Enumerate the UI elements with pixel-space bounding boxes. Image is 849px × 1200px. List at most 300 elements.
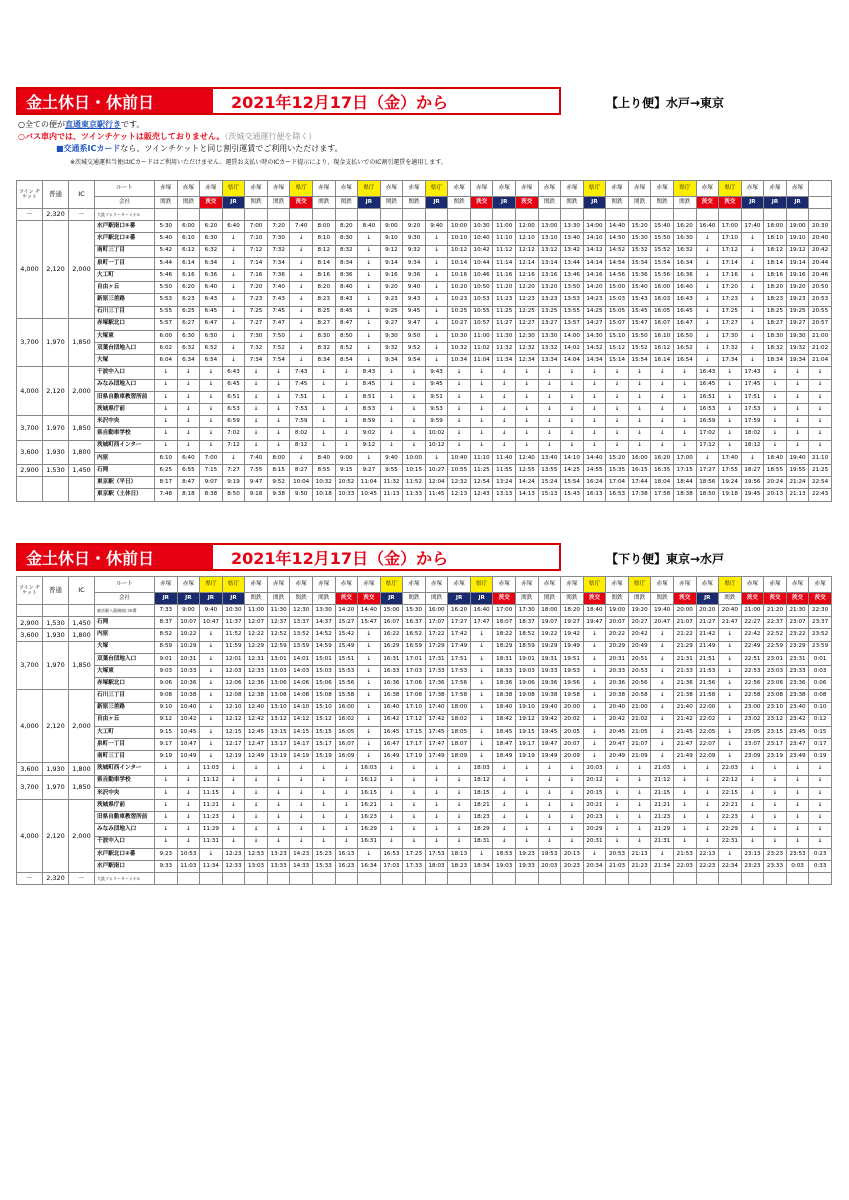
down-time-cell: 13:30: [312, 605, 335, 617]
up-stop-name: 東京駅（平日）: [95, 477, 155, 489]
down-time-cell: ↓: [696, 763, 719, 775]
down-time-cell: 16:29: [380, 641, 403, 653]
down-time-cell: ↓: [493, 800, 516, 812]
up-direction-label: 【上り便】水戸→東京: [606, 96, 725, 110]
up-time-cell: ↓: [628, 404, 651, 416]
down-time-cell: 20:42: [606, 714, 629, 726]
up-time-cell: 9:19: [222, 477, 245, 489]
up-time-cell: 7:32: [245, 343, 268, 355]
up-time-cell: ↓: [651, 367, 674, 379]
down-time-cell: [809, 873, 832, 885]
up-time-cell: 13:50: [561, 282, 584, 294]
down-time-cell: 21:31: [673, 653, 696, 665]
down-time-cell: 17:49: [425, 751, 448, 763]
down-operator: JR: [380, 593, 403, 605]
up-time-cell: 13:12: [538, 245, 561, 257]
up-time-cell: 17:16: [719, 269, 742, 281]
up-time-cell: 17:59: [741, 416, 764, 428]
up-time-cell: 9:59: [425, 416, 448, 428]
up-operator: 茨交: [200, 197, 223, 209]
up-time-cell: 6:34: [177, 355, 200, 367]
down-time-cell: ↓: [628, 800, 651, 812]
up-time-cell: ↓: [245, 391, 268, 403]
up-stop-row: [17, 330, 832, 342]
down-time-cell: [358, 873, 381, 885]
up-time-cell: ↓: [290, 257, 313, 269]
up-time-cell: 8:53: [358, 404, 381, 416]
up-time-cell: 7:15: [200, 464, 223, 476]
up-time-cell: 6:20: [177, 282, 200, 294]
down-stop-name: 旧県自動車教習所前: [95, 812, 155, 824]
down-time-cell: 16:20: [448, 605, 471, 617]
up-time-cell: 21:00: [809, 330, 832, 342]
up-time-cell: 6:51: [222, 391, 245, 403]
down-time-cell: 21:05: [628, 726, 651, 738]
up-time-cell: 7:54: [267, 355, 290, 367]
down-time-cell: 23:40: [786, 702, 809, 714]
down-time-cell: 21:58: [696, 690, 719, 702]
down-operator: 関鉄: [516, 593, 539, 605]
up-time-cell: 8:10: [312, 233, 335, 245]
up-time-cell: 9:07: [200, 477, 223, 489]
down-twin-fare: 3,700: [17, 775, 43, 799]
down-time-cell: 18:00: [448, 702, 471, 714]
up-time-cell: 17:00: [673, 452, 696, 464]
up-note-2: [18, 131, 316, 142]
up-time-cell: ↓: [358, 452, 381, 464]
up-time-cell: ↓: [155, 416, 178, 428]
up-time-cell: 7:23: [245, 294, 268, 306]
up-time-cell: ↓: [696, 269, 719, 281]
down-time-cell: 19:12: [516, 714, 539, 726]
down-time-cell: ↓: [380, 775, 403, 787]
up-time-cell: 15:45: [628, 306, 651, 318]
up-stop-name: みなみ団地入口: [95, 379, 155, 391]
up-time-cell: 14:50: [606, 233, 629, 245]
up-time-cell: ↓: [358, 294, 381, 306]
up-note-3-rest: なら、ツインチケットと同じ割引運賃でご利用いただけます。: [120, 144, 343, 153]
down-time-cell: ↓: [290, 812, 313, 824]
up-time-cell: 11:00: [470, 330, 493, 342]
down-time-cell: ↓: [561, 800, 584, 812]
up-time-cell: 17:27: [696, 464, 719, 476]
up-time-cell: 13:55: [538, 464, 561, 476]
down-time-cell: 9:33: [155, 860, 178, 872]
down-time-cell: 8:59: [155, 641, 178, 653]
up-time-cell: ↓: [222, 257, 245, 269]
down-time-cell: 12:42: [245, 714, 268, 726]
up-col-ic: IC: [69, 181, 95, 209]
down-time-cell: 21:12: [651, 775, 674, 787]
up-time-cell: 12:14: [516, 257, 539, 269]
down-time-cell: ↓: [200, 665, 223, 677]
up-time-cell: 10:32: [448, 343, 471, 355]
down-time-cell: ↓: [673, 812, 696, 824]
down-time-cell: ↓: [358, 641, 381, 653]
down-time-cell: ↓: [448, 812, 471, 824]
up-time-cell: 14:13: [516, 489, 539, 501]
up-time-cell: 13:44: [561, 257, 584, 269]
up-time-cell: 19:32: [786, 343, 809, 355]
up-time-cell: 10:16: [448, 269, 471, 281]
up-time-cell: 19:18: [719, 489, 742, 501]
up-time-cell: 20:46: [809, 269, 832, 281]
down-time-cell: ↓: [267, 836, 290, 848]
up-stop-name: 自由ヶ丘: [95, 282, 155, 294]
up-time-cell: ↓: [267, 440, 290, 452]
down-time-cell: 10:29: [177, 641, 200, 653]
up-time-cell: 12:00: [516, 221, 539, 233]
up-time-cell: 11:30: [493, 330, 516, 342]
down-time-cell: 21:36: [673, 678, 696, 690]
down-time-cell: ↓: [155, 775, 178, 787]
up-normal-fare: 1,530: [43, 464, 69, 476]
down-time-cell: ↓: [628, 787, 651, 799]
up-operator: 関鉄: [177, 197, 200, 209]
up-time-cell: ↓: [403, 391, 426, 403]
down-time-cell: 9:12: [155, 714, 178, 726]
down-time-cell: 9:00: [177, 605, 200, 617]
up-time-cell: 14:27: [583, 318, 606, 330]
down-stop-name: 米沢中央: [95, 787, 155, 799]
down-time-cell: 23:23: [741, 860, 764, 872]
up-twin-fare: 4,000: [17, 367, 43, 416]
down-time-cell: 21:09: [628, 751, 651, 763]
down-time-cell: 17:53: [448, 665, 471, 677]
up-time-cell: ↓: [628, 416, 651, 428]
up-time-cell: ↓: [335, 379, 358, 391]
up-note-1-highlight: 直通東京駅行き: [64, 120, 121, 129]
down-time-cell: 21:15: [651, 787, 674, 799]
up-time-cell: 16:00: [628, 452, 651, 464]
down-time-cell: 15:58: [335, 690, 358, 702]
down-time-cell: 23:45: [786, 726, 809, 738]
up-time-cell: ↓: [335, 391, 358, 403]
up-stop-row: [17, 489, 832, 501]
down-time-cell: ↓: [403, 824, 426, 836]
down-time-cell: 22:02: [696, 714, 719, 726]
down-time-cell: 20:49: [606, 751, 629, 763]
up-time-cell: 20:57: [809, 318, 832, 330]
up-time-cell: ↓: [538, 428, 561, 440]
down-time-cell: 11:00: [245, 605, 268, 617]
down-time-cell: 21:20: [764, 605, 787, 617]
down-time-cell: [267, 873, 290, 885]
up-time-cell: ↓: [516, 440, 539, 452]
up-time-cell: 10:33: [335, 489, 358, 501]
down-time-cell: ↓: [786, 824, 809, 836]
up-time-cell: ↓: [380, 379, 403, 391]
up-time-cell: ↓: [177, 379, 200, 391]
down-time-cell: ↓: [583, 665, 606, 677]
down-time-cell: ↓: [809, 775, 832, 787]
up-ic-fare: 1,450: [69, 464, 95, 476]
down-time-cell: 23:59: [809, 641, 832, 653]
down-stop-row: [17, 605, 832, 617]
up-time-cell: ↓: [606, 440, 629, 452]
down-time-cell: 16:23: [335, 860, 358, 872]
down-stop-row: [17, 860, 832, 872]
down-time-cell: ↓: [538, 812, 561, 824]
up-time-cell: 16:05: [651, 306, 674, 318]
up-time-cell: ↓: [425, 245, 448, 257]
up-time-cell: 15:13: [538, 489, 561, 501]
up-twin-fare: 3,700: [17, 416, 43, 440]
down-time-cell: 20:40: [719, 605, 742, 617]
up-time-cell: ↓: [470, 416, 493, 428]
up-time-cell: 8:50: [335, 330, 358, 342]
up-time-cell: 12:04: [425, 477, 448, 489]
up-time-cell: ↓: [741, 245, 764, 257]
down-time-cell: ↓: [583, 848, 606, 860]
up-time-cell: 5:46: [155, 269, 178, 281]
up-time-cell: 16:45: [673, 306, 696, 318]
down-time-cell: ↓: [719, 653, 742, 665]
up-time-cell: 13:55: [561, 306, 584, 318]
down-time-cell: ↓: [425, 812, 448, 824]
down-time-cell: ↓: [538, 836, 561, 848]
down-time-cell: ↓: [245, 836, 268, 848]
up-time-cell: 12:30: [516, 330, 539, 342]
up-normal-fare: 1,970: [43, 318, 69, 367]
up-time-cell: ↓: [290, 269, 313, 281]
up-time-cell: 12:12: [516, 245, 539, 257]
up-time-cell: 15:10: [606, 330, 629, 342]
down-time-cell: 23:01: [764, 653, 787, 665]
down-time-cell: 10:47: [177, 739, 200, 751]
up-col-company: 会社: [95, 197, 155, 209]
up-time-cell: 18:27: [764, 318, 787, 330]
down-time-cell: 20:29: [583, 824, 606, 836]
up-time-cell: 7:30: [245, 330, 268, 342]
down-time-cell: 10:33: [177, 665, 200, 677]
up-time-cell: 6:10: [177, 233, 200, 245]
up-time-cell: [673, 209, 696, 221]
up-time-cell: 15:00: [606, 282, 629, 294]
down-time-cell: 15:30: [403, 605, 426, 617]
up-time-cell: ↓: [764, 416, 787, 428]
up-time-cell: 11:16: [493, 269, 516, 281]
up-time-cell: 10:55: [470, 306, 493, 318]
down-time-cell: 19:19: [516, 751, 539, 763]
down-normal-fare: 2,120: [43, 690, 69, 763]
down-time-cell: ↓: [493, 763, 516, 775]
up-time-cell: ↓: [200, 391, 223, 403]
down-stop-row: [17, 690, 832, 702]
down-time-cell: ↓: [606, 800, 629, 812]
up-time-cell: 15:14: [606, 355, 629, 367]
up-time-cell: 8:15: [267, 464, 290, 476]
down-stop-row: [17, 726, 832, 738]
up-operator: 茨交: [696, 197, 719, 209]
up-time-cell: 12:32: [516, 343, 539, 355]
up-time-cell: ↓: [673, 428, 696, 440]
down-direction-label: 【下り便】東京→水戸: [606, 552, 725, 566]
down-time-cell: 14:06: [290, 678, 313, 690]
up-operator: [809, 197, 832, 209]
down-time-cell: ↓: [222, 812, 245, 824]
up-time-cell: ↓: [606, 379, 629, 391]
down-time-cell: 22:49: [741, 641, 764, 653]
down-time-cell: 18:23: [448, 860, 471, 872]
down-time-cell: 20:53: [606, 848, 629, 860]
down-time-cell: ↓: [516, 763, 539, 775]
up-time-cell: 6:40: [222, 221, 245, 233]
down-time-cell: 9:06: [155, 678, 178, 690]
down-time-cell: 22:23: [719, 812, 742, 824]
up-time-cell: ↓: [786, 428, 809, 440]
up-time-cell: 6:32: [177, 343, 200, 355]
up-time-cell: ↓: [222, 330, 245, 342]
up-time-cell: 6:59: [222, 416, 245, 428]
down-time-cell: [335, 873, 358, 885]
up-time-cell: ↓: [448, 416, 471, 428]
up-time-cell: 13:23: [538, 294, 561, 306]
up-time-cell: 15:40: [628, 282, 651, 294]
up-time-cell: 8:45: [335, 306, 358, 318]
up-operator: 関鉄: [651, 197, 674, 209]
up-stop-name: 大洗フォリーターミナル: [95, 209, 155, 221]
up-time-cell: ↓: [651, 440, 674, 452]
down-time-cell: 18:22: [493, 629, 516, 641]
up-time-cell: ↓: [673, 416, 696, 428]
down-time-cell: 17:03: [403, 665, 426, 677]
up-time-cell: ↓: [290, 452, 313, 464]
up-time-cell: ↓: [516, 379, 539, 391]
up-time-cell: ↓: [764, 391, 787, 403]
up-time-cell: 9:43: [403, 294, 426, 306]
down-time-cell: 16:40: [380, 702, 403, 714]
down-time-cell: ↓: [696, 787, 719, 799]
up-time-cell: 5:57: [155, 318, 178, 330]
up-time-cell: 18:55: [764, 464, 787, 476]
down-time-cell: 20:47: [606, 739, 629, 751]
up-time-cell: 18:40: [764, 452, 787, 464]
up-route-type: 県庁: [673, 181, 696, 197]
down-time-cell: 22:23: [696, 860, 719, 872]
up-stop-name: 大工町: [95, 269, 155, 281]
up-stop-row: [17, 294, 832, 306]
down-time-cell: 0:17: [809, 739, 832, 751]
up-operator: 関鉄: [380, 197, 403, 209]
up-time-cell: ↓: [493, 404, 516, 416]
down-time-cell: 22:52: [764, 629, 787, 641]
down-time-cell: 15:01: [312, 653, 335, 665]
up-header-banner: [16, 87, 561, 115]
down-time-cell: [764, 873, 787, 885]
down-time-cell: 22:09: [696, 751, 719, 763]
down-time-cell: 16:52: [403, 629, 426, 641]
up-time-cell: ↓: [335, 440, 358, 452]
down-time-cell: 14:03: [290, 665, 313, 677]
down-stop-name: 東京駅八重洲南口⑤番: [95, 605, 155, 617]
down-time-cell: 20:07: [606, 617, 629, 629]
down-time-cell: ↓: [651, 678, 674, 690]
up-time-cell: 9:55: [380, 464, 403, 476]
down-time-cell: ↓: [606, 775, 629, 787]
up-time-cell: ↓: [358, 306, 381, 318]
up-stop-row: [17, 257, 832, 269]
down-time-cell: ↓: [312, 836, 335, 848]
up-stop-name: 泉町一丁目: [95, 257, 155, 269]
up-time-cell: ↓: [583, 428, 606, 440]
down-time-cell: 21:21: [651, 800, 674, 812]
down-time-cell: ↓: [809, 836, 832, 848]
up-time-cell: 18:34: [764, 355, 787, 367]
up-time-cell: 8:40: [358, 221, 381, 233]
up-time-cell: ↓: [741, 257, 764, 269]
down-time-cell: ↓: [538, 763, 561, 775]
up-header-row-shubetsu: [17, 181, 832, 197]
down-time-cell: ↓: [448, 787, 471, 799]
down-time-cell: 16:47: [380, 739, 403, 751]
down-time-cell: 13:06: [267, 678, 290, 690]
up-time-cell: 16:53: [606, 489, 629, 501]
down-time-cell: 12:40: [245, 702, 268, 714]
up-time-cell: ↓: [222, 306, 245, 318]
down-time-cell: ↓: [222, 800, 245, 812]
down-time-cell: 18:20: [561, 605, 584, 617]
down-time-cell: ↓: [403, 775, 426, 787]
down-time-cell: 15:06: [312, 678, 335, 690]
down-stop-name: 自由ヶ丘: [95, 714, 155, 726]
up-time-cell: 11:33: [403, 489, 426, 501]
up-time-cell: 18:12: [741, 440, 764, 452]
up-time-cell: 19:00: [786, 221, 809, 233]
down-time-cell: 15:10: [312, 702, 335, 714]
up-operator: JR: [583, 197, 606, 209]
up-time-cell: ↓: [764, 440, 787, 452]
up-time-cell: ↓: [267, 379, 290, 391]
down-time-cell: 9:01: [155, 653, 178, 665]
up-time-cell: 9:30: [403, 233, 426, 245]
down-operator: 関鉄: [538, 593, 561, 605]
up-stop-row: [17, 282, 832, 294]
up-time-cell: 17:40: [719, 452, 742, 464]
up-time-cell: 6:14: [177, 257, 200, 269]
down-time-cell: 20:36: [606, 678, 629, 690]
up-time-cell: 8:00: [312, 221, 335, 233]
up-time-cell: 10:18: [312, 489, 335, 501]
down-time-cell: 18:07: [493, 617, 516, 629]
up-time-cell: ↓: [358, 355, 381, 367]
up-time-cell: 8:32: [312, 343, 335, 355]
down-time-cell: ↓: [606, 836, 629, 848]
up-time-cell: ↓: [561, 416, 584, 428]
down-stop-name: 石岡: [95, 617, 155, 629]
up-time-cell: ↓: [516, 428, 539, 440]
down-time-cell: 17:47: [425, 739, 448, 751]
up-time-cell: 8:27: [312, 318, 335, 330]
down-time-cell: 21:22: [673, 629, 696, 641]
down-time-cell: 11:52: [222, 629, 245, 641]
down-time-cell: 22:12: [719, 775, 742, 787]
down-header-date: 2021年12月17日（金）から: [231, 548, 449, 568]
up-time-cell: 17:53: [741, 404, 764, 416]
down-time-cell: 11:23: [200, 812, 223, 824]
down-normal-fare: [43, 605, 69, 617]
down-time-cell: 18:12: [470, 775, 493, 787]
up-time-cell: ↓: [719, 416, 742, 428]
down-time-cell: 10:22: [177, 629, 200, 641]
down-time-cell: ↓: [155, 824, 178, 836]
down-time-cell: 11:03: [177, 860, 200, 872]
down-stop-name: 新原三差路: [95, 702, 155, 714]
up-time-cell: 7:27: [245, 318, 268, 330]
up-time-cell: 15:30: [628, 233, 651, 245]
up-time-cell: ↓: [335, 416, 358, 428]
down-time-cell: 18:42: [493, 714, 516, 726]
